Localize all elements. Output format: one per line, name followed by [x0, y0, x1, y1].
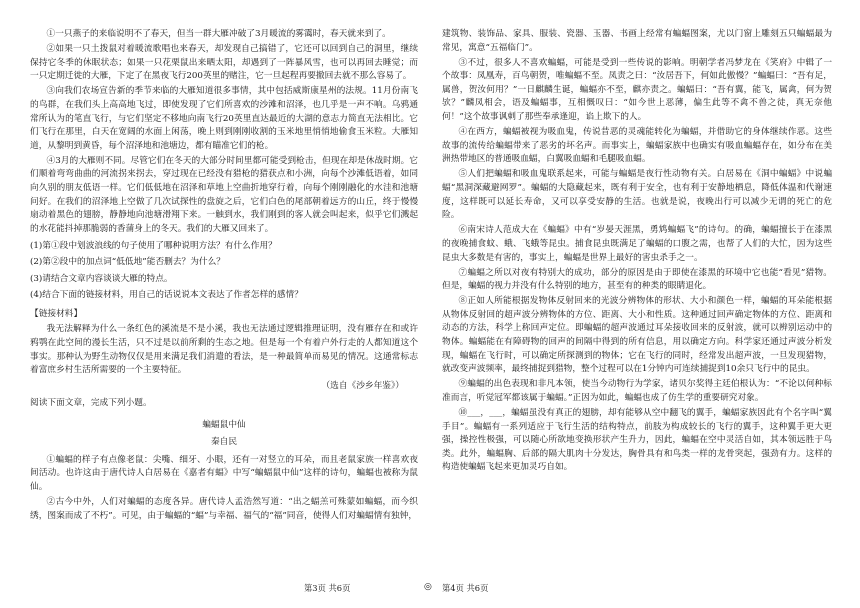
- paragraph: ⑤人们把蝙蝠和吸血鬼联系起来，可能与蝙蝠是夜行性动物有关。白居易在《洞中蝙蝠》中说蝙蝠“黑洞深藏避网罗”。蝙蝠的大隐藏起来，既有利于安全，也有利于安静地栖息，降低体温和代谢速度，这样既可以延长寿命，又可以享受安静的生活。也就是说，夜晚出行可以减少无谓的死亡的危险。: [442, 169, 832, 221]
- paragraph: ②古今中外，人们对蝙蝠的态度各异。唐代诗人孟浩然写道：“出之蝠羔可殊蒙如蝙蝠，而今织绣，图案而成了不朽”。可见，由于蝙蝠的“蝠”与幸福、福气的“福”同音，使得人们对蝙蝠情有独钟，: [30, 497, 418, 521]
- paragraph: 阅读下面文章，完成下列小题。: [30, 398, 152, 409]
- paragraph: ①蝙蝠的样子有点像老鼠：尖嘴、细牙、小眼，还有一对竖立的耳朵，而且老鼠家族一样喜欢夜间活动。也许这由于唐代诗人白居易在《嘉者有蝠》中写“蝙蝠鼠中仙”这样的诗句，蝙蝠也被称为鼠仙。: [30, 454, 418, 493]
- paragraph: ②如果一只土拨鼠对着暖流歌唱也来春天，却发现自己搞错了，它还可以回到自己的洞里，继续保持它冬季的休眠状态；如果一只花栗鼠出来晒太阳，却遇到了一阵暴风雪，也可以再回去睡觉；而一只定期迁徙的大雁，下定了在黑夜飞行200英里的赌注，它一旦起程再要撤回去就不那么容易了。: [30, 44, 418, 82]
- paragraph: ①一只燕子的来临说明不了春天，但当一群大雁冲破了3月暖流的雾霭时，春天就来到了。: [46, 29, 391, 39]
- paragraph: ③不过，很多人不喜欢蝙蝠，可能是受到一些传说的影响。明朝学者冯梦龙在《笑府》中辑了一个故事：凤凰寿，百鸟朝贺，唯蝙蝠不至。凤责之曰：“汝居吾下，何如此傲慢？”蝙蝠曰：“吾有足，属兽，贺汝何用？”一日麒麟生诞，蝙蝠亦不至，麒亦责之。蝙蝠曰：“吾有翼，能飞，属禽，何为贺欤？”麟凤相会，语及蝙蝠事，互相慨叹曰：“如今世上恶薄，偏生此等不禽不兽之徒，真无奈他何！”这个故事讽刺了那些奉承逢迎，谄上欺下的人。: [442, 57, 832, 123]
- binding-mark-icon: ◎: [424, 582, 432, 592]
- page-number-left: 第3页 共6页: [304, 583, 351, 593]
- paragraph: ④3月的大雁则不同。尽管它们在冬天的大部分时间里都可能受到枪击，但现在却是休战时期。它们顺着弯弯曲曲的河流拐来拐去，穿过现在已经没有猎枪的猎获点和小洲，向每个沙滩低语着，如同向久别的朋友低语一样。它们低低地在沼泽和草地上空曲折地穿行着，向每个刚刚融化的水洼和池塘问好。在我们的沼泽地上空做了几次试探性的盘旋之后，它们白色的尾部朝着远方的山丘，终于慢慢扇动着黑色的翅膀，静静地向池塘滑翔下来。一触到水，我们刚到的客人就会叫起来，似乎它们溅起的水花能抖掉那脆弱的香蒲身上的冬天。我们的大雁又回来了。: [30, 155, 418, 234]
- right-page: [430, 0, 860, 608]
- question-item: (1)第①段中划波浪线的句子使用了哪种说明方法？有什么作用？: [30, 240, 277, 251]
- paragraph: ⑦蝙蝠之所以对夜有特别大的成功，部分的原因是由于即使在漆黑的环境中它也能“看见”猎物。但是，蝙蝠的视力并没有什么特别的地方，甚至有的种类的眼睛退化。: [442, 267, 832, 292]
- article-author: 秦自民: [210, 436, 238, 447]
- paragraph: ⑨蝙蝠的出色表现和非凡本领，使当今动物行为学家，诸贝尔奖得主廷伯根认为：“不论以何种标准而言，听觉冠军都该属于蝙蝠。”正因为如此，蝙蝠也成了仿生学的重要研究对象。: [442, 379, 832, 403]
- source-citation: （选自《沙乡年鉴》）: [321, 381, 404, 392]
- question-item: (3)请结合文章内容谈谈大雁的特点。: [30, 273, 173, 284]
- question-item: (4)结合下面的链接材料，用自己的话说说本文表达了作者怎样的感情？: [30, 290, 303, 301]
- question-item: (2)第②段中的加点词“低低地”能否删去？为什么？: [30, 257, 225, 268]
- paragraph: ⑥南宋诗人范成大在《蝙蝠》中有“岁晏天涯黑，勇鸩蝙蝠飞”的诗句。的确，蝙蝠擅长于在漆黑的夜晚捕食蚊、蛾、飞蛾等昆虫。捕食昆虫既满足了蝙蝠的口腹之需，也帮了人们的大忙，因为这些昆虫大多数是有害的，事实上，蝙蝠是世界上最好的害虫杀手之一。: [442, 225, 832, 263]
- paragraph: ④在西方，蝙蝠被视为吸血鬼，传说昔恶的灵魂能转化为蝙蝠，并借助它的身体继续作恶。这些故事的流传给蝙蝠带来了恶劣的坏名声。而事实上，蝙蝠家族中也确实有吸血蝙蝠存在，如分布在美洲热带地区的普通吸血蝠，白翼吸血蝠和毛腿吸血蝠。: [442, 127, 832, 165]
- paragraph: ③向我们农场宣告新的季节来临的大雁知道很多事情，其中包括威斯康星州的法规。11月份南飞的鸟群，在我们头上高高地飞过，即使发现了它们所喜欢的沙滩和沼泽，也几乎是一声不响。乌鸦通常所认为的笔直飞行，与它们坚定不移地向南飞行20英里直达最近的大湖的意志力简直无法相比。它们飞行在那里，白天在宽阔的水面上闲荡，晚上则到刚刚收割的玉米地里悄悄地偷食玉米粒。大雁知道，从黎明到黄昏，每个沼泽地和池塘边，都有瞄准它们的枪。: [30, 86, 418, 151]
- section-heading: 【链接材料】: [30, 309, 83, 320]
- page-number-right: 第4页 共6页: [442, 583, 489, 593]
- paragraph: ⑧正如人所能根据发物体反射回来的光波分辨物体的形状、大小和颜色一样，蝙蝠的耳朵能根据从物体反射回的超声波分辨物体的方位、距离、大小和性质。这种通过回声确定物体的方位、距离和动态的方法，科学上称回声定位。即蝙蝠的超声波通过耳朵接收回来的反射波，就可以辨别运动中的物体。蝙蝠能在有障碍物的回声的间隔中得到的所有信息，用以确定方向。科学家还通过声波分析发现，蝙蝠在飞行时，可以确定所探测到的物体；它在飞行的同时，经常发出超声波，一旦发现猎物，就改变声波频率，最终捕捉到猎物，整个过程可以在1分钟内可连续捕捉到10余只飞行中的昆虫。: [442, 296, 832, 375]
- paragraph: ⑩___，___，蝙蝠虽没有真正的翅膀，却有能够从空中翻飞的翼手，蝙蝠家族因此有个名字叫“翼手目”。蝙蝠有一系列适应于飞行生活的结构特点，前肢为构成较长的飞行的翼手，这种翼手更大更强，操控性极强，可以随心所欲地变换形状产生升力，因此，蝙蝠在空中灵活自如，其本领远胜于鸟类。此外，蝙蝠胸、后部的隔大肌肉十分发达，胸骨具有和鸟类一样的龙骨突起，强劲有力。这样的构造使蝙蝠飞起来更加灵巧自如。: [442, 408, 832, 473]
- article-title: 蝙蝠鼠中仙: [202, 419, 246, 430]
- paragraph: 我无法解释为什么一条红色的溪流是不是小溪，我也无法通过逻辑推理证明，没有雁存在和或许鸦鹗在此空间的漫长生活，只不过是以前所剩的生态之地。但是每一个有着户外行走的人都知道这个事实。那种认为野生动物仅仅是用来满足我们消遣的看法，是一种最简单而易见的情况。这通常标志着富庶乡村生活所需要的一个主要特征。: [30, 324, 418, 376]
- paragraph: 建筑物、装饰品、家具、服装、瓷器、玉器、书画上经常有蝙蝠图案，尤以门窗上雕刻五只蝙蝠最为常见，寓意“五福临门”。: [442, 29, 832, 53]
